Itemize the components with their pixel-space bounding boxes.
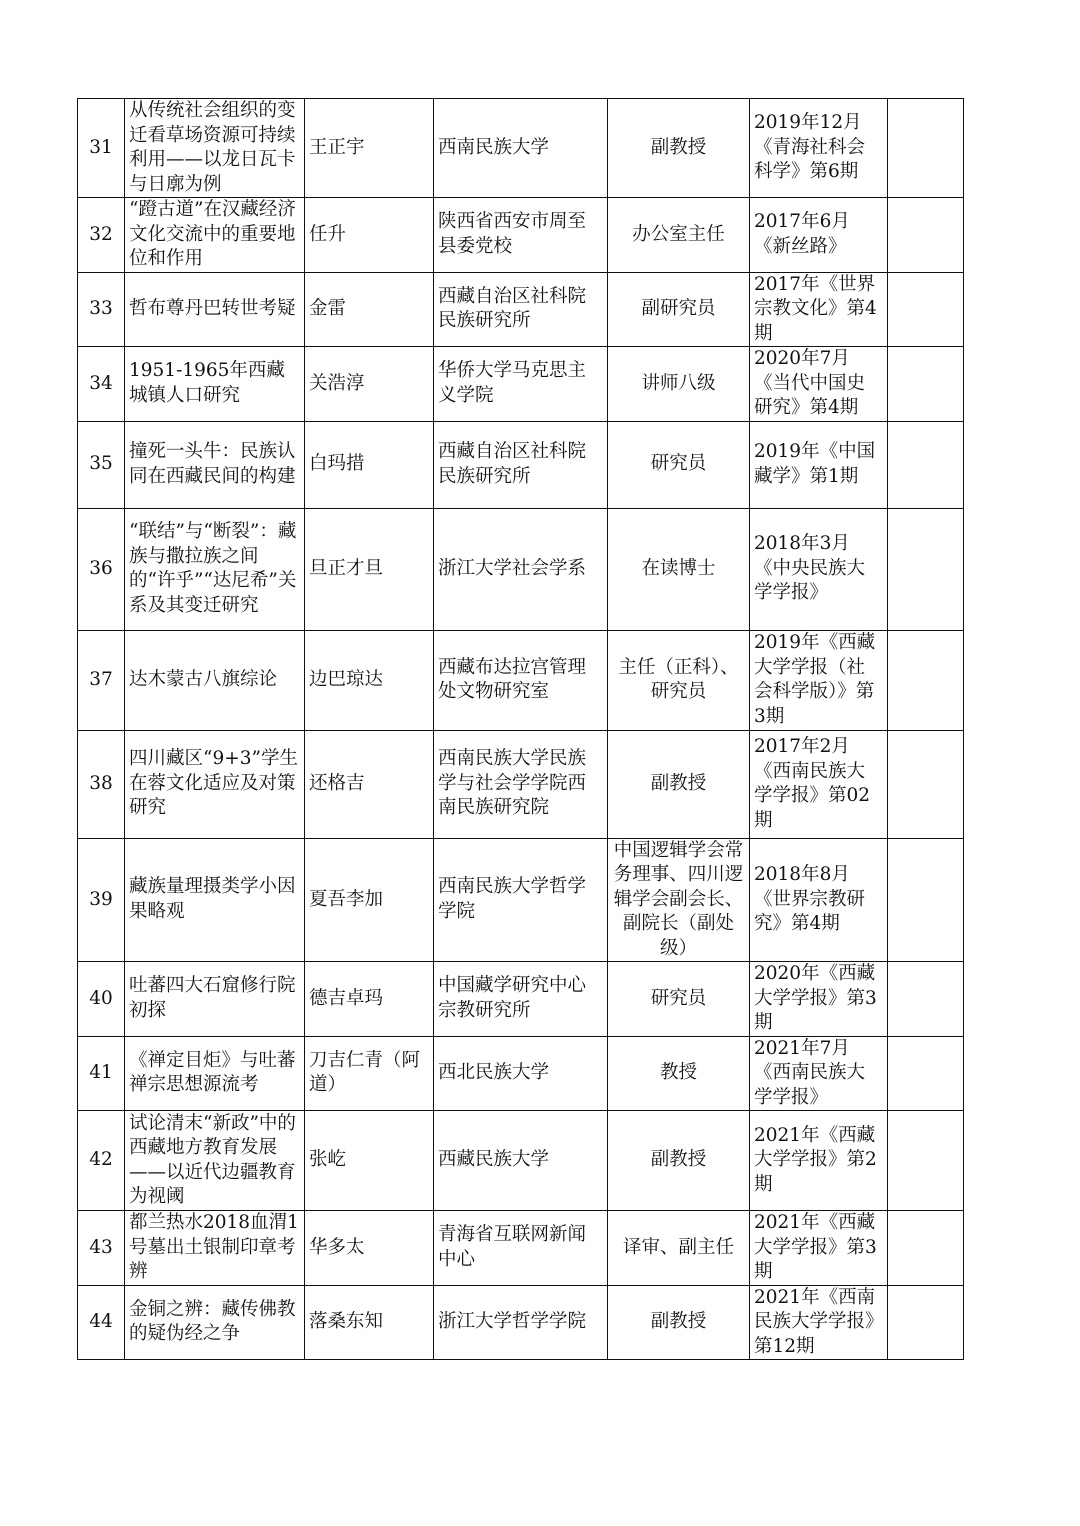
cell-affiliation: 西北民族大学 (434, 1036, 608, 1111)
cell-publication: 2019年12月《青海社科会科学》第6期 (750, 99, 888, 198)
cell-author: 夏吾李加 (305, 838, 434, 962)
cell-position: 研究员 (608, 962, 750, 1037)
cell-author: 张屹 (305, 1111, 434, 1211)
cell-index: 40 (78, 962, 125, 1037)
cell-title: 撞死一头牛：民族认同在西藏民间的构建 (125, 421, 305, 508)
cell-title: 吐蕃四大石窟修行院初探 (125, 962, 305, 1037)
table-row (78, 198, 964, 273)
cell-publication: 2019年《中国藏学》第1期 (750, 421, 888, 508)
cell-title: 藏族量理摄类学小因果略观 (125, 838, 305, 962)
cell-affiliation: 西南民族大学 (434, 99, 608, 198)
table-row (78, 272, 964, 347)
cell-position: 讲师八级 (608, 347, 750, 422)
cell-affiliation: 浙江大学社会学系 (434, 508, 608, 630)
cell-note (888, 1285, 964, 1360)
cell-index: 34 (78, 347, 125, 422)
cell-position: 教授 (608, 1036, 750, 1111)
cell-affiliation: 陕西省西安市周至县委党校 (434, 198, 608, 273)
table-row (78, 630, 964, 730)
cell-position: 中国逻辑学会常务理事、四川逻辑学会副会长、副院长（副处级） (608, 838, 750, 962)
cell-note (888, 630, 964, 730)
table-row (78, 1211, 964, 1286)
cell-author: 王正宇 (305, 99, 434, 198)
cell-affiliation: 西藏自治区社科院民族研究所 (434, 272, 608, 347)
cell-index: 44 (78, 1285, 125, 1360)
table-row (78, 730, 964, 838)
cell-title: 从传统社会组织的变迁看草场资源可持续利用——以龙日瓦卡与日廓为例 (125, 99, 305, 198)
cell-note (888, 421, 964, 508)
cell-affiliation: 西南民族大学民族学与社会学学院西南民族研究院 (434, 730, 608, 838)
cell-note (888, 962, 964, 1037)
table-row (78, 508, 964, 630)
cell-affiliation: 浙江大学哲学学院 (434, 1285, 608, 1360)
table-row (78, 962, 964, 1037)
cell-publication: 2019年《西藏大学学报（社会科学版）》第3期 (750, 630, 888, 730)
cell-affiliation: 中国藏学研究中心宗教研究所 (434, 962, 608, 1037)
table-row (78, 347, 964, 422)
cell-position: 副研究员 (608, 272, 750, 347)
cell-index: 42 (78, 1111, 125, 1211)
table-row (78, 1036, 964, 1111)
cell-affiliation: 青海省互联网新闻中心 (434, 1211, 608, 1286)
cell-index: 35 (78, 421, 125, 508)
cell-index: 43 (78, 1211, 125, 1286)
cell-publication: 2018年3月《中央民族大学学报》 (750, 508, 888, 630)
cell-position: 办公室主任 (608, 198, 750, 273)
cell-index: 36 (78, 508, 125, 630)
cell-index: 38 (78, 730, 125, 838)
table-body (78, 99, 964, 1360)
cell-publication: 2017年2月《西南民族大学学报》第02期 (750, 730, 888, 838)
table-row (78, 1285, 964, 1360)
table-row (78, 99, 964, 198)
cell-index: 41 (78, 1036, 125, 1111)
cell-note (888, 347, 964, 422)
cell-note (888, 838, 964, 962)
cell-author: 华多太 (305, 1211, 434, 1286)
cell-publication: 2021年《西藏大学学报》第2期 (750, 1111, 888, 1211)
cell-title: 1951-1965年西藏城镇人口研究 (125, 347, 305, 422)
cell-author: 任升 (305, 198, 434, 273)
cell-publication: 2017年《世界宗教文化》第4期 (750, 272, 888, 347)
cell-author: 落桑东知 (305, 1285, 434, 1360)
cell-affiliation: 西南民族大学哲学学院 (434, 838, 608, 962)
table-row (78, 1111, 964, 1211)
cell-position: 在读博士 (608, 508, 750, 630)
cell-affiliation: 西藏民族大学 (434, 1111, 608, 1211)
cell-publication: 2018年8月《世界宗教研究》第4期 (750, 838, 888, 962)
cell-author: 白玛措 (305, 421, 434, 508)
cell-author: 旦正才旦 (305, 508, 434, 630)
cell-publication: 2021年7月《西南民族大学学报》 (750, 1036, 888, 1111)
paper-list-table (77, 98, 964, 1360)
cell-affiliation: 西藏自治区社科院民族研究所 (434, 421, 608, 508)
cell-title: 《禅定目炬》与吐蕃禅宗思想源流考 (125, 1036, 305, 1111)
cell-index: 32 (78, 198, 125, 273)
cell-publication: 2017年6月《新丝路》 (750, 198, 888, 273)
cell-publication: 2020年《西藏大学学报》第3期 (750, 962, 888, 1037)
cell-position: 副教授 (608, 730, 750, 838)
cell-author: 德吉卓玛 (305, 962, 434, 1037)
cell-position: 副教授 (608, 99, 750, 198)
cell-note (888, 1211, 964, 1286)
cell-note (888, 730, 964, 838)
cell-title: “蹬古道”在汉藏经济文化交流中的重要地位和作用 (125, 198, 305, 273)
cell-title: 都兰热水2018血渭1号墓出土银制印章考辨 (125, 1211, 305, 1286)
cell-title: “联结”与“断裂”：藏族与撒拉族之间的“许乎”“达尼希”关系及其变迁研究 (125, 508, 305, 630)
cell-author: 边巴琼达 (305, 630, 434, 730)
cell-author: 刀吉仁青（阿道） (305, 1036, 434, 1111)
cell-affiliation: 西藏布达拉宫管理处文物研究室 (434, 630, 608, 730)
cell-title: 四川藏区“9+3”学生在蓉文化适应及对策研究 (125, 730, 305, 838)
cell-publication: 2021年《西南民族大学学报》第12期 (750, 1285, 888, 1360)
cell-note (888, 272, 964, 347)
cell-position: 研究员 (608, 421, 750, 508)
cell-note (888, 99, 964, 198)
cell-index: 39 (78, 838, 125, 962)
cell-position: 副教授 (608, 1111, 750, 1211)
table-row (78, 838, 964, 962)
cell-note (888, 1036, 964, 1111)
cell-index: 33 (78, 272, 125, 347)
cell-index: 31 (78, 99, 125, 198)
cell-position: 主任（正科）、研究员 (608, 630, 750, 730)
cell-title: 哲布尊丹巴转世考疑 (125, 272, 305, 347)
cell-author: 还格吉 (305, 730, 434, 838)
cell-note (888, 508, 964, 630)
cell-affiliation: 华侨大学马克思主义学院 (434, 347, 608, 422)
cell-position: 副教授 (608, 1285, 750, 1360)
cell-index: 37 (78, 630, 125, 730)
cell-note (888, 198, 964, 273)
cell-author: 关浩淳 (305, 347, 434, 422)
cell-position: 译审、副主任 (608, 1211, 750, 1286)
cell-author: 金雷 (305, 272, 434, 347)
cell-note (888, 1111, 964, 1211)
cell-title: 试论清末“新政”中的西藏地方教育发展——以近代边疆教育为视阈 (125, 1111, 305, 1211)
cell-title: 金铜之辨：藏传佛教的疑伪经之争 (125, 1285, 305, 1360)
cell-title: 达木蒙古八旗综论 (125, 630, 305, 730)
cell-publication: 2021年《西藏大学学报》第3期 (750, 1211, 888, 1286)
cell-publication: 2020年7月《当代中国史研究》第4期 (750, 347, 888, 422)
table-row (78, 421, 964, 508)
